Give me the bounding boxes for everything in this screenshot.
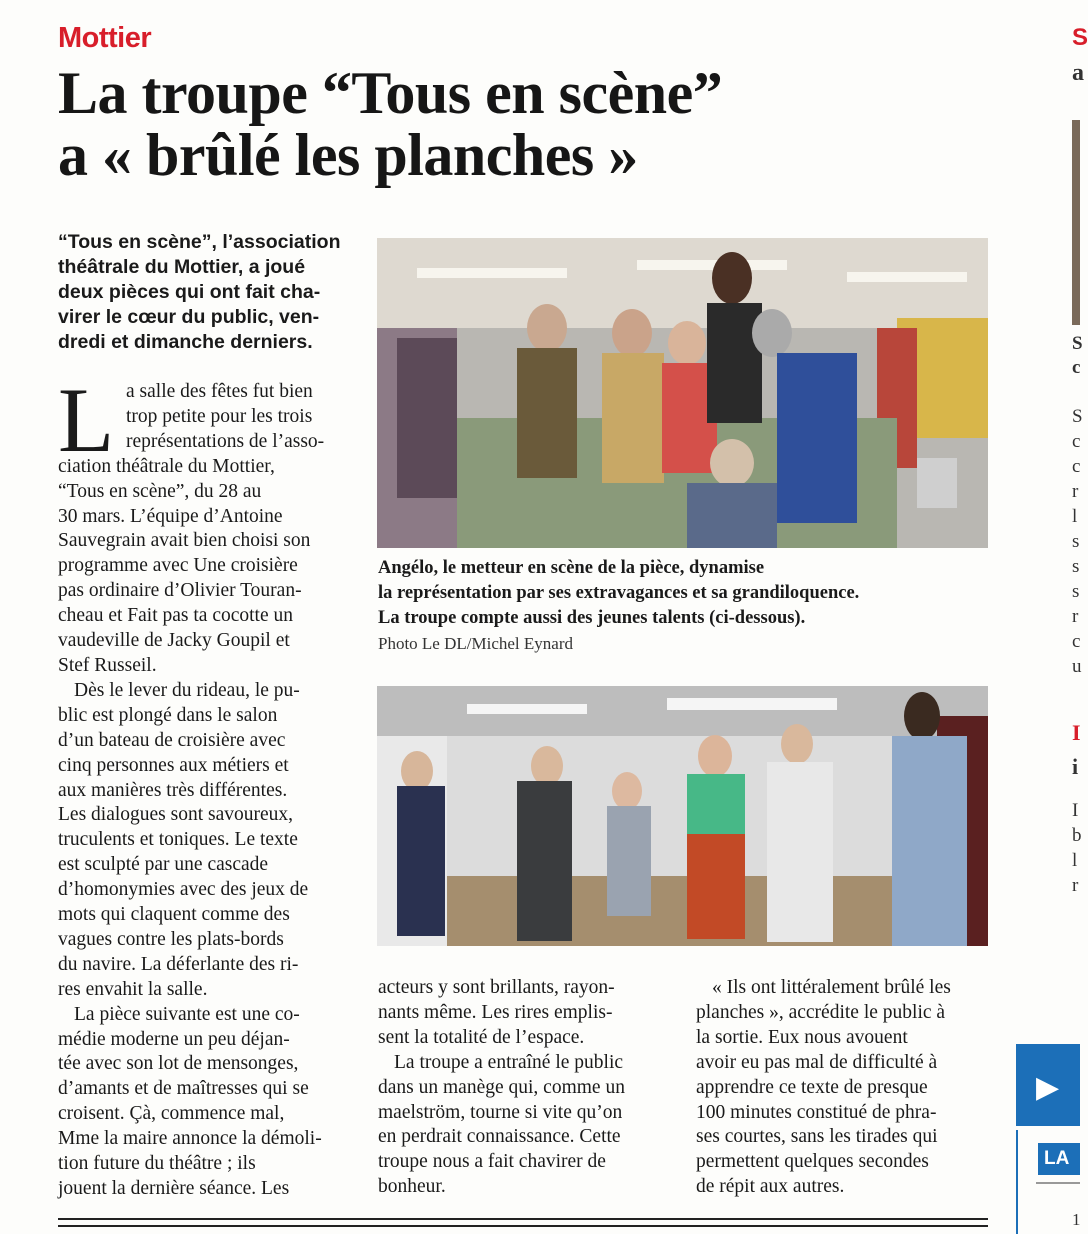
body-line: représentations de l’asso-: [126, 430, 325, 452]
body-line: apprendre ce texte de presque: [696, 1076, 928, 1098]
adjacent-divider: [1036, 1182, 1080, 1184]
body-line: mots qui claquent comme des: [58, 904, 290, 926]
adjacent-text-fragment: r: [1072, 481, 1079, 502]
body-line: pas ordinaire d’Olivier Touran-: [58, 580, 302, 602]
dropcap-letter: L: [58, 369, 115, 471]
adjacent-text-fragment: r: [1072, 875, 1079, 896]
photo-credit: Photo Le DL/Michel Eynard: [378, 634, 573, 653]
adjacent-text-fragment: r: [1072, 606, 1079, 627]
stage-photo-adults: [377, 238, 988, 548]
adjacent-promo-label: LA: [1038, 1143, 1080, 1175]
body-line: planches », accrédite le public à: [696, 1001, 946, 1023]
caption-line: la représentation par ses extravagances et sa grandiloquence.: [378, 583, 860, 603]
body-line: troupe nous a fait chavirer de: [378, 1151, 606, 1173]
play-icon: ▶: [1036, 1070, 1060, 1105]
photo-illustration: [377, 686, 988, 946]
lede-line: deux pièces qui ont fait cha-: [58, 281, 321, 303]
body-line: jouent la dernière séance. Les: [58, 1178, 290, 1199]
body-line: Les dialogues sont savoureux,: [58, 804, 294, 826]
body-line: truculents et toniques. Le texte: [58, 829, 298, 851]
body-line: cheau et Fait pas ta cocotte un: [58, 605, 293, 627]
body-line: croisent. Çà, commence mal,: [58, 1103, 285, 1125]
body-line: ciation théâtrale du Mottier,: [58, 455, 275, 477]
body-line: acteurs y sont brillants, rayon-: [378, 977, 615, 998]
body-line: Sauvegrain avait bien choisi son: [58, 530, 311, 552]
article-column-3: [696, 976, 988, 1200]
adjacent-promo-border: [1016, 1130, 1018, 1234]
adjacent-text-fragment: l: [1072, 506, 1078, 527]
section-kicker: Mottier: [58, 22, 152, 54]
body-line: médie moderne un peu déjan-: [58, 1028, 290, 1050]
article-headline: [58, 62, 958, 186]
adjacent-headline-fragment: i: [1072, 754, 1079, 779]
adjacent-kicker-fragment: I: [1072, 720, 1081, 745]
article-column-1: [58, 369, 354, 1202]
body-line: permettent quelques secondes: [696, 1151, 929, 1173]
caption-line: La troupe compte aussi des jeunes talents (ci-dessous).: [378, 608, 806, 628]
article-lede: [58, 230, 350, 355]
body-line: maelström, tourne si vite qu’on: [378, 1101, 623, 1123]
body-line: nants même. Les rires emplis-: [378, 1001, 613, 1023]
stage-photo-youth: [377, 686, 988, 946]
adjacent-kicker-fragment: S: [1072, 24, 1088, 51]
headline-line: a « brûlé les planches »: [58, 122, 638, 188]
adjacent-text-fragment: l: [1072, 850, 1078, 871]
body-line: d’un bateau de croisière avec: [58, 729, 286, 751]
body-line: tée avec son lot de mensonges,: [58, 1053, 299, 1075]
body-line: a salle des fêtes fut bien: [126, 381, 313, 402]
body-line: Mme la maire annonce la démoli-: [58, 1128, 322, 1150]
body-line: Dès le lever du rideau, le pu-: [74, 679, 300, 701]
photo-caption: [378, 556, 998, 656]
body-line: “Tous en scène”, du 28 au: [58, 480, 262, 502]
adjacent-text-fragment: c: [1072, 456, 1081, 477]
body-line: blic est plongé dans le salon: [58, 704, 278, 726]
body-line: d’homonymies avec des jeux de: [58, 879, 309, 901]
adjacent-text-fragment: s: [1072, 581, 1080, 602]
adjacent-text-fragment: s: [1072, 531, 1080, 552]
body-line: res envahit la salle.: [58, 978, 208, 1000]
body-line: La pièce suivante est une co-: [74, 1003, 300, 1025]
adjacent-text-fragment: 1: [1072, 1210, 1081, 1229]
body-line: en perdrait connaissance. Cette: [378, 1126, 621, 1148]
adjacent-caption-fragment: S: [1072, 333, 1083, 354]
adjacent-headline-fragment: a: [1072, 60, 1084, 86]
adjacent-text-fragment: I: [1072, 800, 1079, 821]
body-line: de répit aux autres.: [696, 1176, 845, 1198]
adjacent-text-fragment: c: [1072, 431, 1081, 452]
body-line: cinq personnes aux métiers et: [58, 754, 289, 776]
body-line: 100 minutes constitué de phra-: [696, 1101, 937, 1123]
body-line: programme avec Une croisière: [58, 555, 298, 577]
body-line: « Ils ont littéralement brûlé les: [712, 977, 951, 998]
lede-line: “Tous en scène”, l’association: [58, 231, 341, 253]
footer-rule: [58, 1225, 988, 1227]
body-line: dans un manège qui, comme un: [378, 1076, 625, 1098]
body-line: vaudeville de Jacky Goupil et: [58, 630, 290, 652]
body-line: est sculpté par une cascade: [58, 854, 269, 876]
caption-line: Angélo, le metteur en scène de la pièce, dynamise: [378, 558, 765, 578]
lede-line: théâtrale du Mottier, a joué: [58, 256, 306, 278]
photo-illustration: [377, 238, 988, 548]
adjacent-text-fragment: c: [1072, 631, 1081, 652]
body-line: aux manières très différentes.: [58, 779, 288, 801]
body-line: avoir eu pas mal de difficulté à: [696, 1051, 938, 1073]
body-line: ses courtes, sans les tirades qui: [696, 1126, 938, 1148]
adjacent-text-fragment: u: [1072, 656, 1082, 677]
footer-rule: [58, 1218, 988, 1220]
body-line: 30 mars. L’équipe d’Antoine: [58, 505, 283, 527]
lede-line: virer le cœur du public, ven-: [58, 306, 320, 328]
article-column-2: [378, 976, 670, 1200]
body-line: la sortie. Eux nous avouent: [696, 1026, 908, 1048]
lede-line: dredi et dimanche derniers.: [58, 331, 313, 353]
body-line: trop petite pour les trois: [126, 405, 313, 427]
headline-line: La troupe “Tous en scène”: [58, 60, 723, 126]
body-line: La troupe a entraîné le public: [394, 1051, 624, 1073]
adjacent-text-fragment: s: [1072, 556, 1080, 577]
body-line: du navire. La déferlante des ri-: [58, 953, 299, 975]
body-line: tion future du théâtre ; ils: [58, 1153, 256, 1175]
adjacent-text-fragment: S: [1072, 406, 1083, 427]
adjacent-text-fragment: b: [1072, 825, 1082, 846]
body-line: Stef Russeil.: [58, 654, 157, 676]
adjacent-caption-fragment: c: [1072, 357, 1081, 378]
adjacent-photo-fragment: [1072, 120, 1080, 325]
body-line: vagues contre les plats-bords: [58, 928, 284, 950]
body-line: d’amants et de maîtresses qui se: [58, 1078, 309, 1100]
body-line: bonheur.: [378, 1176, 446, 1198]
body-line: sent la totalité de l’espace.: [378, 1026, 585, 1048]
